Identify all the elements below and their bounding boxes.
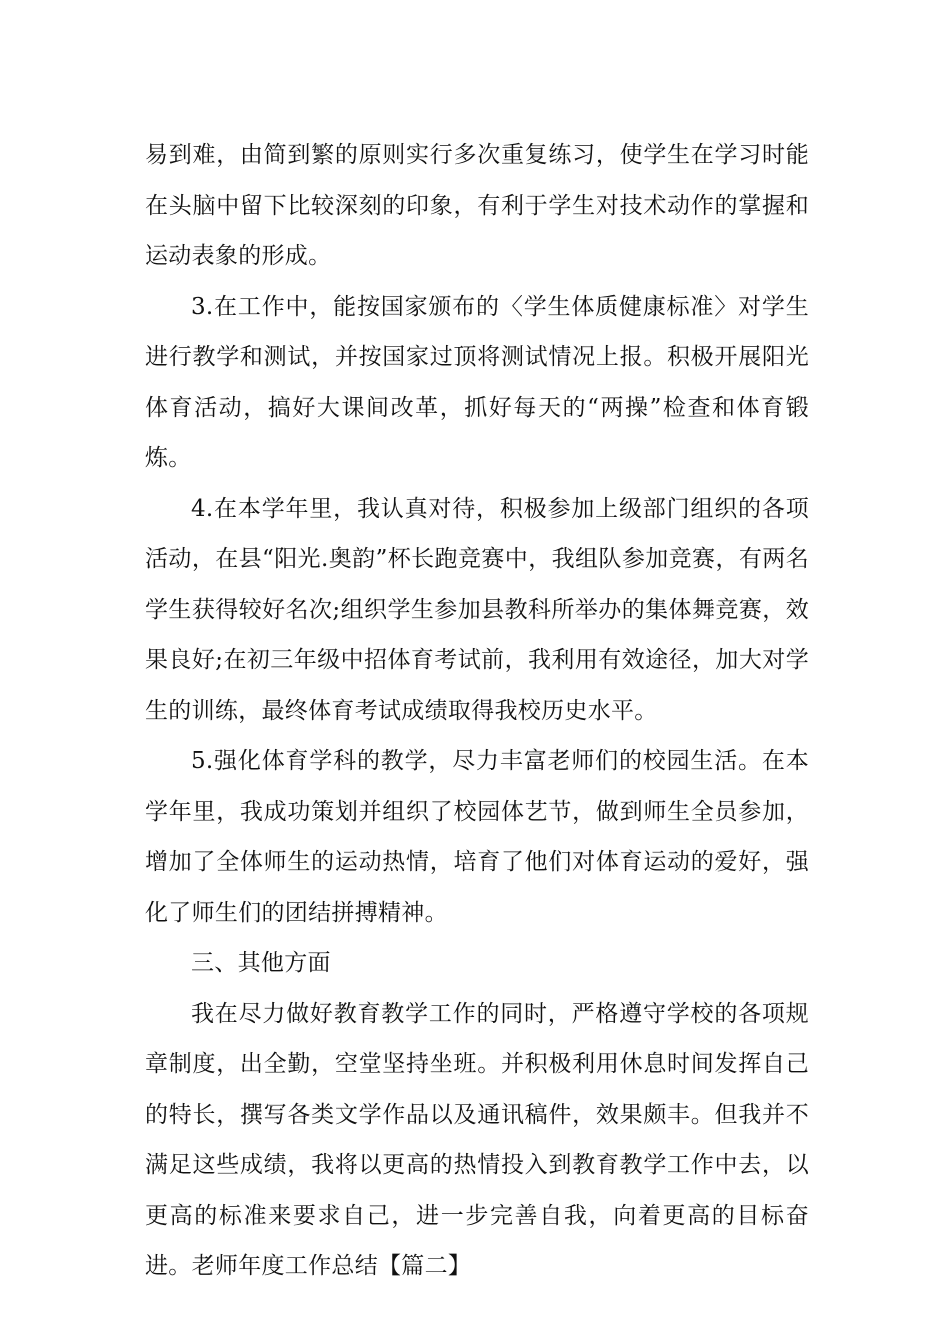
document-body: [145, 130, 809, 1292]
paragraph-item-4: 4.在本学年里，我认真对待，积极参加上级部门组织的各项活动，在县“阳光.奥韵”杯长跑竞赛中，我组队参加竞赛，有两名学生获得较好名次;组织学生参加县教科所举办的集体舞竞赛，效果良好;在初三年级中招体育考试前，我利用有效途径，加大对学生的训练，最终体育考试成绩取得我校历史水平。: [145, 495, 809, 724]
section-heading-other-aspects: 三、其他方面: [191, 950, 331, 976]
paragraph-continuation: 易到难，由简到繁的原则实行多次重复练习，使学生在学习时能在头脑中留下比较深刻的印象，有利于学生对技术动作的掌握和运动表象的形成。: [145, 142, 809, 269]
paragraph-item-5: 5.强化体育学科的教学，尽力丰富老师们的校园生活。在本学年里，我成功策划并组织了校园体艺节，做到师生全员参加，增加了全体师生的运动热情，培育了他们对体育运动的爱好，强化了师生们的团结拼搏精神。: [145, 748, 809, 926]
paragraph-item-3: 3.在工作中，能按国家颁布的〈学生体质健康标准〉对学生进行教学和测试，并按国家过顶将测试情况上报。积极开展阳光体育活动，搞好大课间改革，抓好每天的“两操”检查和体育锻炼。: [145, 293, 809, 471]
paragraph-other-aspects: 我在尽力做好教育教学工作的同时，严格遵守学校的各项规章制度，出全勤，空堂坚持坐班。并积极利用休息时间发挥自己的特长，撰写各类文学作品以及通讯稿件，效果颇丰。但我并不满足这些成绩，我将以更高的热情投入到教育教学工作中去，以更高的标准来要求自己，进一步完善自我，向着更高的目标奋进。老师年度工作总结【篇二】: [145, 1000, 809, 1279]
